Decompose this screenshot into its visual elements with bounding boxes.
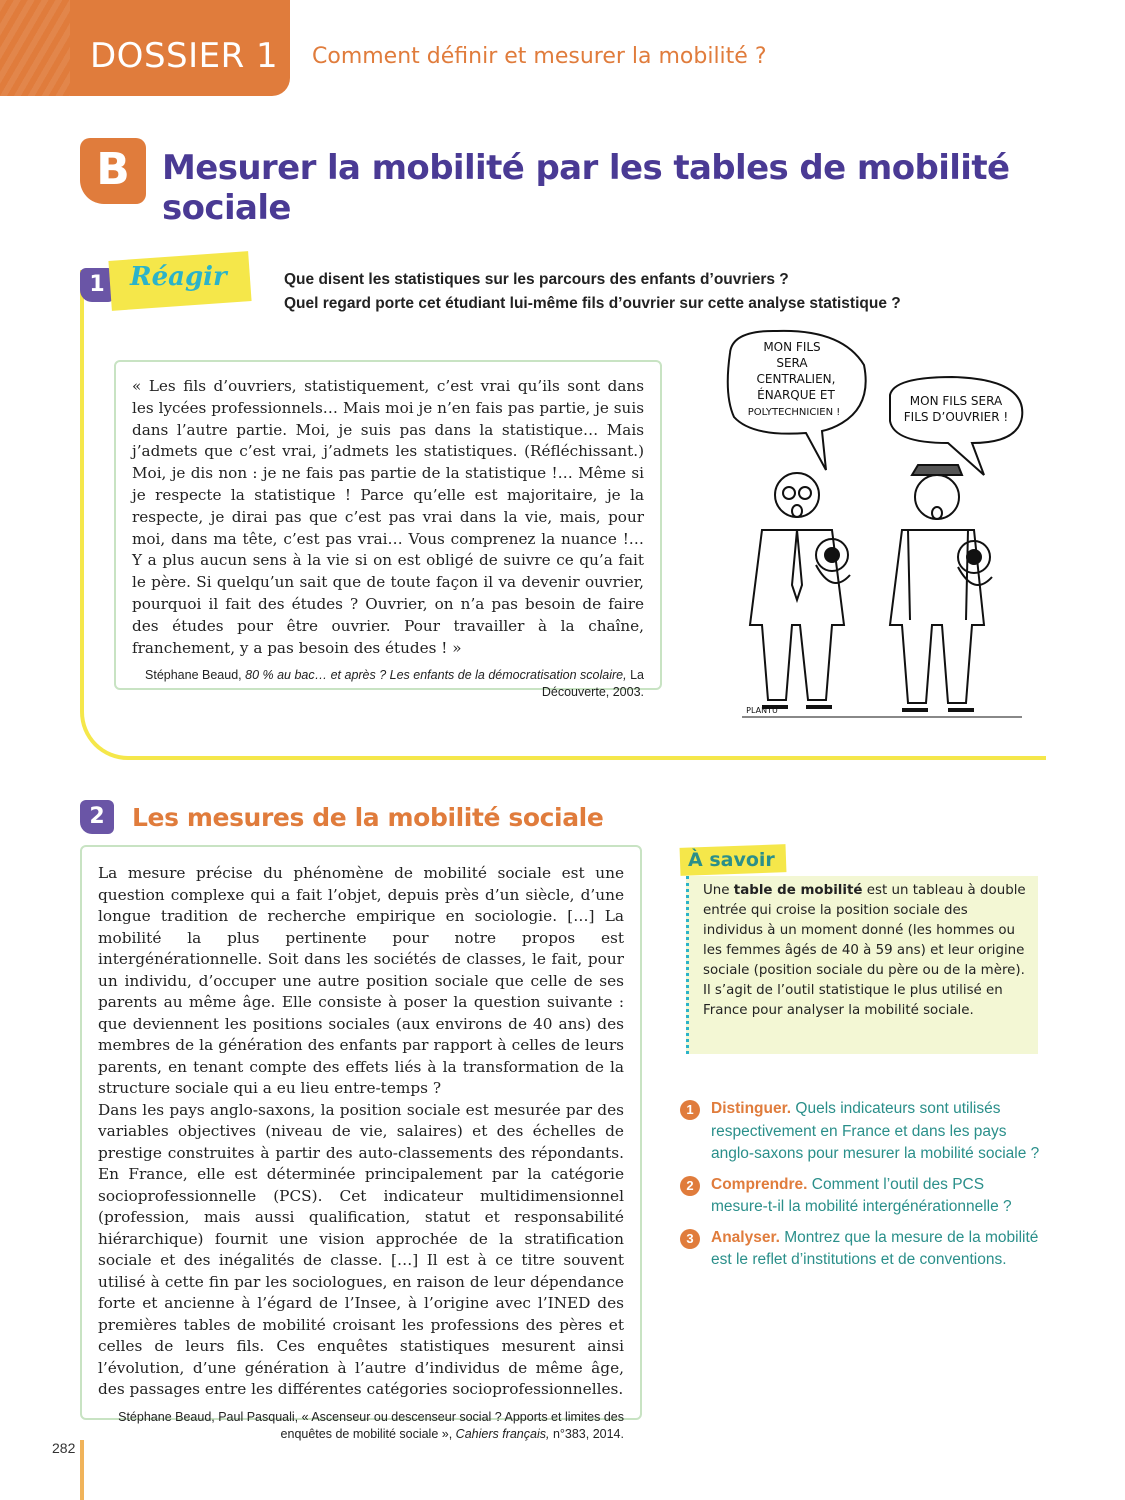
section-2-source-issue: n°383, 2014. xyxy=(552,1426,624,1441)
father-right-figure xyxy=(890,465,992,710)
a-savoir-text-after: est un tableau à double entrée qui croise la position sociale des individus à un moment donné (les hommes ou les femmes âgés de 40 à 59 ans) et leur origine sociale (position sociale du père ou de la mère). Il s’agit de l’outil statistique le plus utilisé en France pour analyser la mobilité sociale. xyxy=(703,883,1026,1018)
question-item-3 xyxy=(680,1227,1040,1272)
quote-source xyxy=(132,667,644,701)
reagir-number-badge: 1 xyxy=(80,268,114,302)
bubble-left-line-2: SERA xyxy=(776,356,808,370)
bubble-left-line-1: MON FILS xyxy=(763,340,821,354)
section-2-source-authors: Stéphane Beaud, Paul Pasquali, « Ascenseur ou descenseur social ? Apports et limites des enquêtes de mobilité sociale », xyxy=(118,1409,624,1441)
quote-source-author: Stéphane Beaud, xyxy=(145,668,242,683)
section-2-body xyxy=(98,863,624,1401)
quote-source-title: 80 % au bac… et après ? Les enfants de la démocratisation scolaire, xyxy=(245,668,627,683)
bubble-left-line-4: ÉNARQUE ET xyxy=(757,388,835,402)
dossier-label: DOSSIER 1 xyxy=(90,36,279,76)
quote-box xyxy=(114,360,662,700)
question-number-3: 3 xyxy=(680,1229,700,1249)
question-text-1: Quels indicateurs sont utilisés respectivement en France et dans les pays anglo-saxons pour mesurer la mobilité sociale ? xyxy=(711,1100,1040,1162)
question-text-3: Montrez que la mesure de la mobilité est le reflet d’institutions et de conventions. xyxy=(711,1228,1039,1268)
tab-stripes xyxy=(0,0,70,96)
reagir-question-1: Que disent les statistiques sur les parcours des enfants d’ouvriers ? xyxy=(284,271,789,288)
section-2-paragraph-1: La mesure précise du phénomène de mobilité sociale est une question complexe qui a fait l’objet, depuis près d’un siècle, d’une longue tradition de recherche empirique en sociologie. […] La mobilité la plus pertinente pour notre propos est intergénérationnelle. Soit dans les sociétés de classes, le fait, pour un individu, d’occuper une autre position sociale que celle de ses parents au même âge. Elle consiste à poser la question suivante : que deviennent les positions sociales (aux environs de 40 ans) des membres de la génération des enfants par rapport à celles de leurs parents, en tenant compte des effets liés à la transformation de la structure sociale qui a eu lieu entre-temps ? xyxy=(98,864,624,1097)
question-label-3: Analyser. xyxy=(711,1228,780,1246)
cartoon-signature: PLANTU xyxy=(746,706,778,715)
page-number: 282 xyxy=(52,1440,76,1456)
reagir-label: Réagir xyxy=(130,262,227,292)
a-savoir-box xyxy=(686,876,1038,1054)
a-savoir-text-before: Une xyxy=(703,883,734,898)
question-number-1: 1 xyxy=(680,1100,700,1120)
bubble-right-line-1: MON FILS SERA xyxy=(909,394,1003,408)
question-number-2: 2 xyxy=(680,1176,700,1196)
question-item-2 xyxy=(680,1174,1040,1219)
question-list xyxy=(680,1098,1040,1280)
question-label-2: Comprendre. xyxy=(711,1175,808,1193)
section-2-text-box xyxy=(80,845,642,1441)
footer-bar xyxy=(80,1440,84,1500)
cartoon-illustration xyxy=(722,325,1040,725)
section-2-source-journal: Cahiers français, xyxy=(455,1426,550,1441)
reagir-question-2: Quel regard porte cet étudiant lui-même fils d’ouvrier sur cette analyse statistique ? xyxy=(284,295,901,312)
a-savoir-text xyxy=(703,881,1028,1021)
question-item-1 xyxy=(680,1098,1040,1166)
father-left-figure xyxy=(750,473,850,707)
section-b-title: Mesurer la mobilité par les tables de mobilité sociale xyxy=(162,148,1010,228)
section-2-title: Les mesures de la mobilité sociale xyxy=(132,803,604,832)
speech-bubble-right xyxy=(890,377,1022,475)
chapter-subtitle: Comment définir et mesurer la mobilité ? xyxy=(312,44,767,69)
bubble-right-line-2: FILS D’OUVRIER ! xyxy=(903,410,1009,424)
a-savoir-term: table de mobilité xyxy=(733,883,863,898)
reagir-questions xyxy=(284,268,974,316)
section-2-source xyxy=(98,1409,624,1443)
section-2-number-badge: 2 xyxy=(80,800,114,834)
section-b-badge: B xyxy=(80,138,146,204)
question-text-2: Comment l’outil des PCS mesure-t-il la mobilité intergénérationnelle ? xyxy=(711,1175,1012,1215)
section-2-paragraph-2: Dans les pays anglo-saxons, la position sociale est mesurée par des variables objectives (niveau de vie, salaires) et des échelles de prestige construites à partir des auto-classements des répondants. En France, elle est déterminée principalement par la catégorie socioprofessionnelle (PCS). Cet indicateur multidimensionnel (profession, mais aussi qualification, statut et responsabilité hiérarchique) fournit une vision approchée de la stratification sociale et des inégalités de classe. […] Il est à ce titre souvent utilisé à cette fin par les sociologues, en raison de leur dépendance forte et ancienne à l’égard de l’Insee, à l’origine avec l’INED des premières tables de mobilité croisant les professions des pères et celles de leurs fils. Ces enquêtes statistiques mesurent ainsi l’évolution, d’une génération à l’autre d’individus de même âge, des passages entre les différentes catégories socioprofessionnelles. xyxy=(98,1100,624,1398)
question-label-1: Distinguer. xyxy=(711,1100,792,1117)
a-savoir-label: À savoir xyxy=(688,849,775,871)
quote-source-publisher: La Découverte, 2003. xyxy=(541,668,644,700)
quote-text: « Les fils d’ouvriers, statistiquement, c’est vrai qu’ils sont dans les lycées professionnels… Mais moi je n’en fais pas partie, je suis dans l’autre partie. Moi, je suis pas dans la statistique… Mais j’admets que c’est vrai, j’admets les statistiques. (Réfléchissant.) Moi, je dis non : je ne fais pas partie de la statistique !… Même si je respecte la statistique ! Parce qu’elle est majoritaire, je la respecte, je dirai pas que c’est pas vrai dans la vie, mais, pour moi, dans ma tête, c’est pas vrai… Vous comprenez la nuance !… Y a plus aucun sens à la vie si on est obligé de suivre ce qu’a fait le père. Si quelqu’un sait que de toute façon il va devenir ouvrier, pourquoi il fait des études ? Ouvrier, on n’a pas besoin de faire des études pour être ouvrier. Pour travailler à la chaîne, franchement, y a pas besoin des études ! » xyxy=(132,377,644,657)
bubble-left-line-3: CENTRALIEN, xyxy=(756,372,836,386)
bubble-left-line-5: POLYTECHNICIEN ! xyxy=(747,407,841,418)
